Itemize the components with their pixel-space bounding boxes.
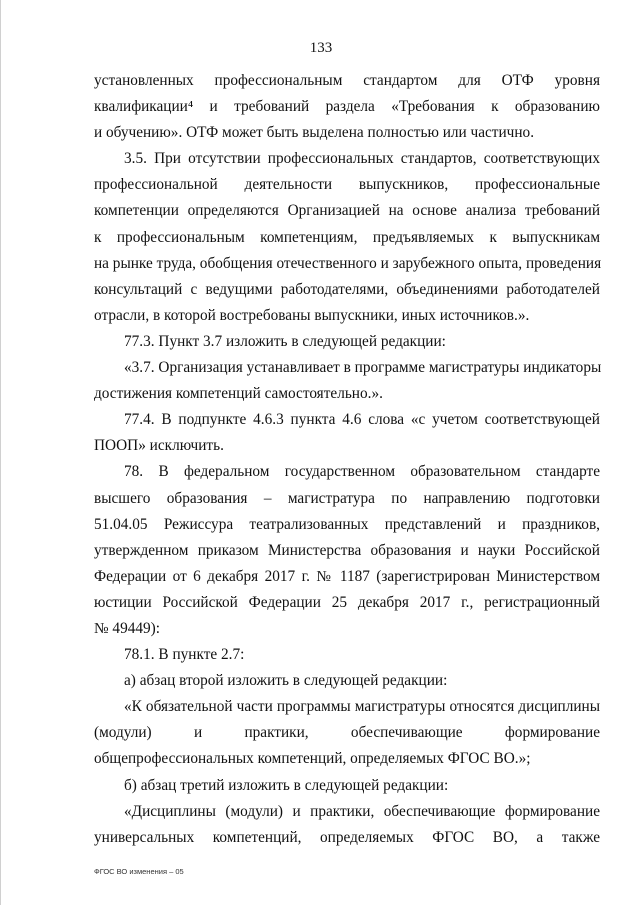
page-number: 133 xyxy=(309,40,333,56)
text-line: «3.7. Организация устанавливает в программе магистратуры индикаторы xyxy=(124,359,602,377)
text-line: № 49449): xyxy=(94,619,161,637)
text-line: консультаций с ведущими работодателями, объединениями работодателей xyxy=(94,280,600,298)
text-line: а) абзац второй изложить в следующей редакции: xyxy=(124,672,448,690)
text-line: компетенции определяются Организацией на основе анализа требований xyxy=(94,202,600,220)
text-line: юстиции Российской Федерации 25 декабря 2017 г., регистрационный xyxy=(94,593,600,611)
page-footer: ФГОС ВО изменения – 05 xyxy=(94,867,184,876)
text-line: Федерации от 6 декабря 2017 г. № 1187 (зарегистрирован Министерством xyxy=(94,567,600,585)
text-line: отрасли, в которой востребованы выпускники, иных источников.». xyxy=(94,306,530,324)
text-line: ПООП» исключить. xyxy=(94,437,224,455)
text-line: установленных профессиональным стандартом для ОТФ уровня xyxy=(94,72,600,89)
text-line: утвержденном приказом Министерства образования и науки Российской xyxy=(94,541,600,559)
text-line: 78.1. В пункте 2.7: xyxy=(124,646,245,664)
text-line: высшего образования – магистратура по направлению подготовки xyxy=(94,489,600,507)
text-line: 3.5. При отсутствии профессиональных стандартов, соответствующих xyxy=(124,150,600,168)
text-line: общепрофессиональных компетенций, определяемых ФГОС ВО.»; xyxy=(94,750,531,768)
text-line: профессиональной деятельности выпускников, профессиональные xyxy=(94,176,600,194)
text-line: 77.3. Пункт 3.7 изложить в следующей редакции: xyxy=(124,332,446,350)
text-line: «К обязательной части программы магистратуры относятся дисциплины xyxy=(124,698,600,716)
text-line: на рынке труда, обобщения отечественного и зарубежного опыта, проведения xyxy=(94,254,602,272)
text-line: и обучению». ОТФ может быть выделена полностью или частично. xyxy=(94,124,535,142)
text-line: достижения компетенций самостоятельно.». xyxy=(94,385,383,403)
text-line: (модули) и практики, обеспечивающие формирование xyxy=(94,724,600,742)
text-line: «Дисциплины (модули) и практики, обеспечивающие формирование xyxy=(124,802,600,820)
text-line: 51.04.05 Режиссура театрализованных представлений и праздников, xyxy=(94,515,600,533)
text-line: б) абзац третий изложить в следующей редакции: xyxy=(124,776,449,794)
text-line: универсальных компетенций, определяемых ФГОС ВО, а также xyxy=(94,828,600,846)
document-body xyxy=(94,68,600,851)
text-line: 77.4. В подпункте 4.6.3 пункта 4.6 слова «с учетом соответствующей xyxy=(124,411,600,429)
text-line: к профессиональным компетенциям, предъявляемых к выпускникам xyxy=(94,228,600,246)
text-line: квалификации⁴ и требований раздела «Требования к образованию xyxy=(94,98,600,116)
text-line: 78. В федеральном государственном образовательном стандарте xyxy=(124,463,600,481)
